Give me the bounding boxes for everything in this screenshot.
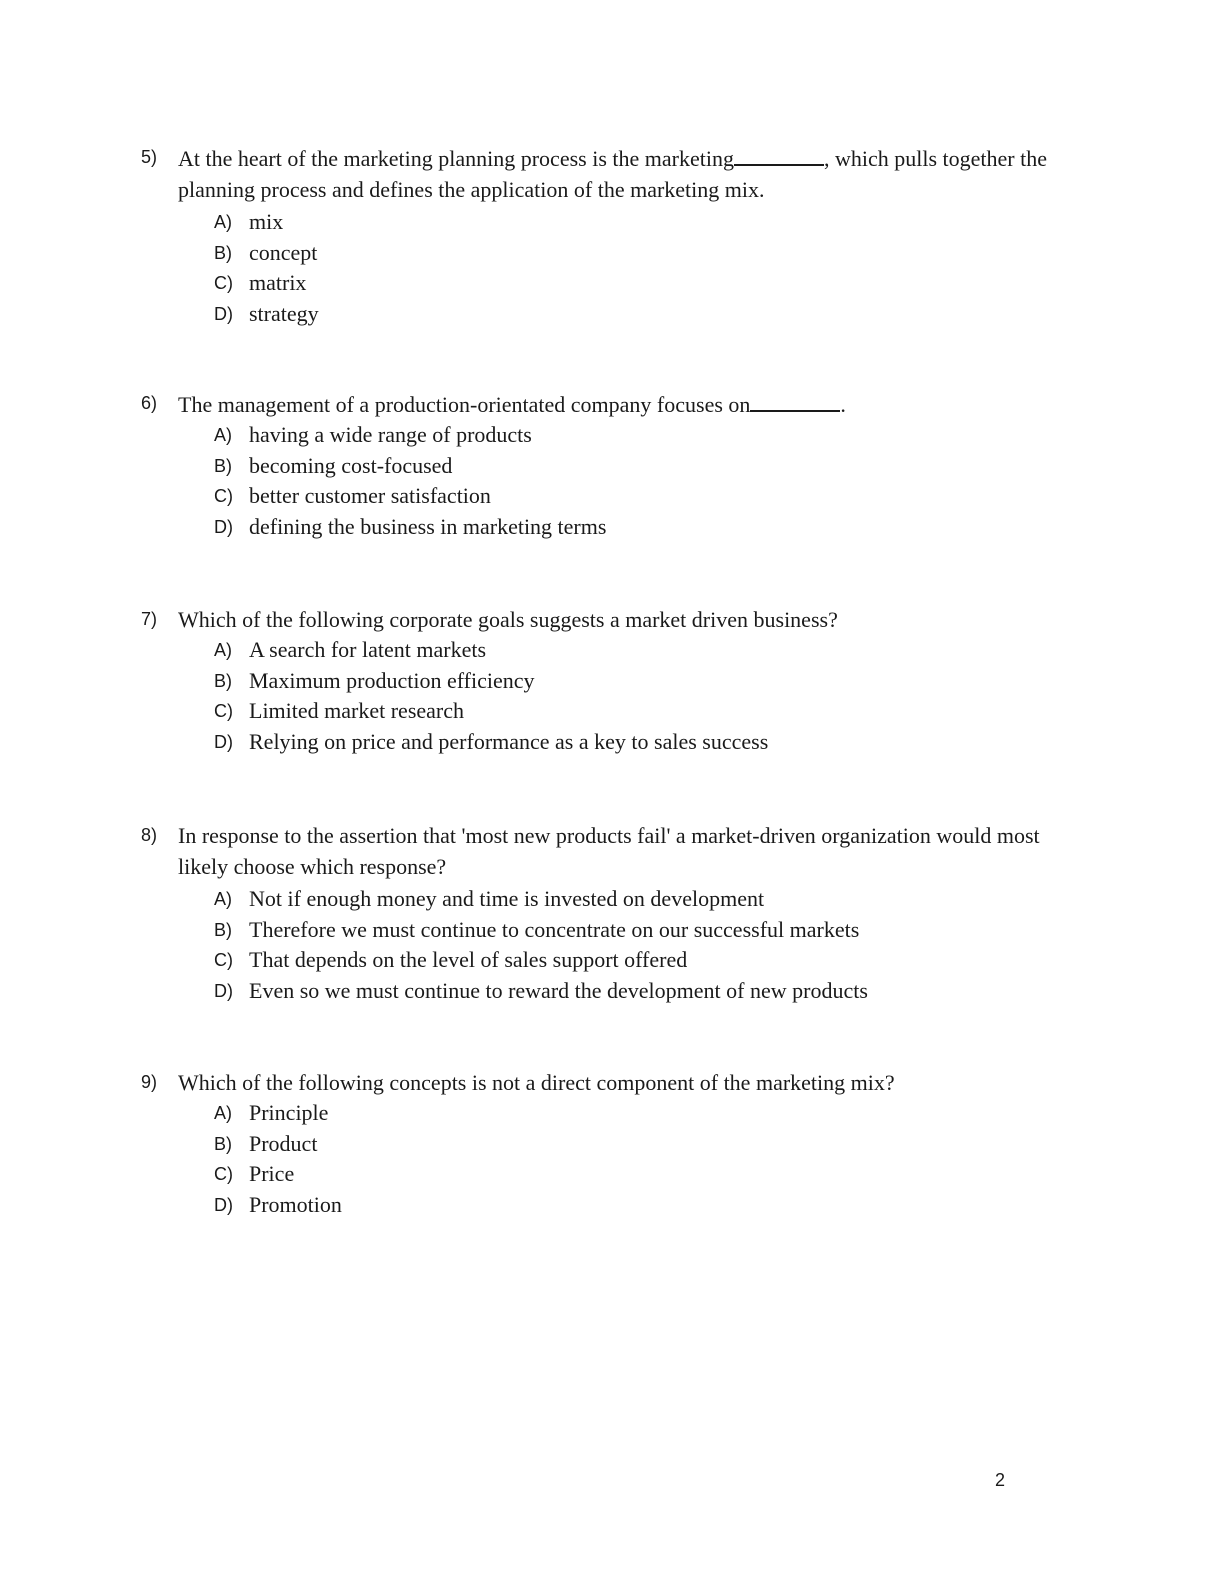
option-text: Price (249, 1161, 295, 1187)
option-c (141, 1159, 1081, 1190)
question-stem (141, 142, 1081, 205)
question-text: Which of the following corporate goals suggests a market driven business? (178, 607, 838, 632)
option-b (141, 238, 1081, 269)
option-d (141, 976, 1081, 1007)
option-b (141, 451, 1081, 482)
option-letter: C) (214, 486, 233, 507)
option-text: becoming cost-focused (249, 452, 453, 478)
option-letter: D) (214, 517, 233, 538)
option-list (141, 207, 1081, 330)
question-number: 8) (141, 825, 158, 845)
option-text: matrix (249, 270, 307, 296)
option-letter: C) (214, 1164, 233, 1185)
option-b (141, 1129, 1081, 1160)
option-letter: D) (214, 732, 233, 753)
option-text: having a wide range of products (249, 422, 532, 447)
question-5 (141, 142, 1081, 330)
option-letter: D) (214, 1195, 233, 1216)
option-text: Therefore we must continue to concentrate on our successful markets (249, 916, 860, 942)
option-letter: C) (214, 701, 233, 722)
option-letter: B) (214, 919, 232, 940)
option-list (141, 420, 1081, 543)
option-text: Relying on price and performance as a key to sales success (249, 729, 769, 755)
question-stem (141, 388, 1081, 420)
option-d (141, 1190, 1081, 1221)
option-letter: D) (214, 981, 233, 1002)
option-text: concept (249, 239, 318, 265)
option-text: defining the business in marketing terms (249, 514, 607, 540)
option-a (141, 420, 1081, 451)
option-text: Even so we must continue to reward the development of new products (249, 978, 868, 1004)
option-letter: B) (214, 670, 232, 691)
answer-blank (734, 142, 824, 166)
option-letter: C) (214, 273, 233, 294)
option-list (141, 1098, 1081, 1221)
option-text: better customer satisfaction (249, 483, 491, 509)
option-letter: B) (214, 455, 232, 476)
option-letter: A) (214, 212, 232, 232)
option-text: Principle (249, 1100, 329, 1125)
option-c (141, 481, 1081, 512)
option-text: That depends on the level of sales support offered (249, 947, 688, 973)
question-stem (141, 1067, 1081, 1098)
option-letter: B) (214, 1133, 232, 1154)
option-text: A search for latent markets (249, 637, 487, 662)
option-letter: C) (214, 950, 233, 971)
option-a (141, 884, 1081, 915)
option-d (141, 727, 1081, 758)
option-letter: A) (214, 640, 232, 660)
page-number: 2 (995, 1470, 1006, 1490)
option-letter: A) (214, 425, 232, 445)
option-text: Promotion (249, 1192, 342, 1218)
option-text: mix (249, 209, 284, 234)
option-text: Maximum production efficiency (249, 667, 535, 693)
option-a (141, 207, 1081, 238)
option-letter: A) (214, 1103, 232, 1123)
option-letter: B) (214, 242, 232, 263)
option-d (141, 299, 1081, 330)
option-text: Limited market research (249, 698, 465, 724)
option-letter: A) (214, 889, 232, 909)
option-c (141, 945, 1081, 976)
option-text: Not if enough money and time is invested on development (249, 886, 765, 911)
question-7 (141, 604, 1081, 758)
option-b (141, 915, 1081, 946)
question-6 (141, 388, 1081, 543)
question-8 (141, 820, 1081, 1007)
option-list (141, 884, 1081, 1007)
question-number: 9) (141, 1072, 158, 1092)
question-text: The management of a production-orientated company focuses on . (178, 388, 1081, 420)
option-b (141, 666, 1081, 697)
question-number: 5) (141, 147, 158, 167)
option-text: strategy (249, 301, 319, 327)
question-text: Which of the following concepts is not a direct component of the marketing mix? (178, 1070, 895, 1095)
option-letter: D) (214, 304, 233, 325)
option-list (141, 635, 1081, 758)
question-text: At the heart of the marketing planning process is the marketing , which pulls together the planning process and defines the application of the marketing mix. (178, 142, 1081, 205)
question-9 (141, 1067, 1081, 1221)
option-a (141, 635, 1081, 666)
answer-blank (750, 388, 840, 412)
option-a (141, 1098, 1081, 1129)
question-number: 6) (141, 393, 158, 413)
option-c (141, 268, 1081, 299)
option-text: Product (249, 1130, 318, 1156)
question-stem (141, 820, 1081, 882)
option-d (141, 512, 1081, 543)
question-number: 7) (141, 609, 158, 629)
option-c (141, 696, 1081, 727)
question-text: In response to the assertion that 'most new products fail' a market-driven organization would most likely choose which response? (178, 823, 1040, 879)
question-stem (141, 604, 1081, 635)
